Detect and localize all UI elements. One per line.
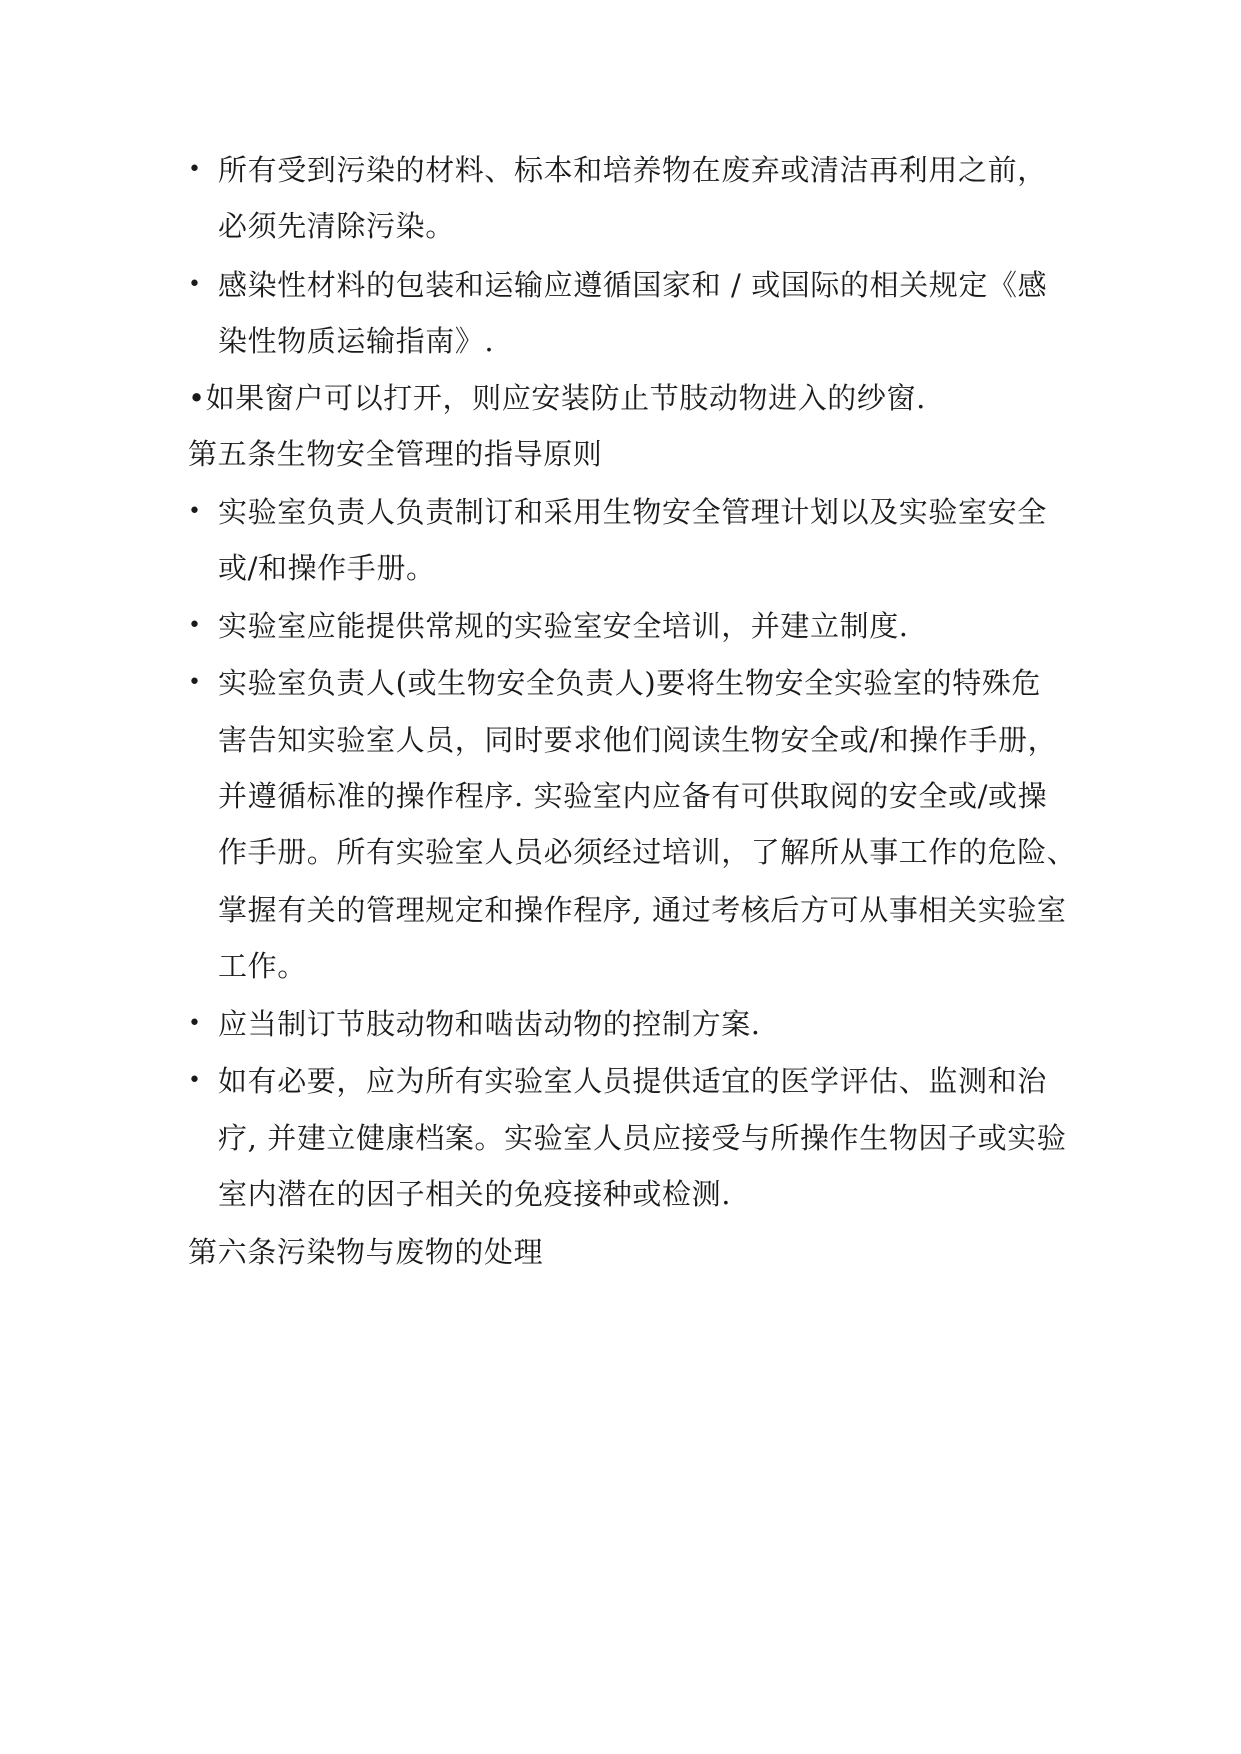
- list-item-text: 必须先清除污染。: [218, 209, 455, 243]
- list-item-text: 应当制订节肢动物和啮齿动物的控制方案.: [218, 1007, 761, 1041]
- list-item-text: 室内潜在的因子相关的免疫接种或检测.: [218, 1177, 732, 1211]
- list-bullet: •: [188, 613, 201, 638]
- list-bullet: •: [188, 1011, 201, 1036]
- list-item-text: 并遵循标准的操作程序. 实验室内应备有可供取阅的安全或/或操: [218, 779, 1048, 813]
- list-item-text: 感染性材料的包装和运输应遵循国家和 / 或国际的相关规定《感: [218, 268, 1048, 302]
- list-bullet: •: [188, 670, 201, 695]
- list-item-text: 或/和操作手册。: [218, 551, 436, 585]
- list-bullet: •: [188, 272, 201, 297]
- list-item-text: 实验室应能提供常规的实验室安全培训，并建立制度.: [218, 609, 909, 643]
- list-item-text: •如果窗户可以打开，则应安装防止节肢动物进入的纱窗.: [188, 381, 926, 415]
- section-heading: 第五条生物安全管理的指导原则: [188, 437, 603, 471]
- list-item-text: 害告知实验室人员，同时要求他们阅读生物安全或/和操作手册，: [218, 723, 1058, 757]
- list-item-text: 作手册。所有实验室人员必须经过培训，了解所从事工作的危险、: [218, 835, 1077, 869]
- list-item-text: 如有必要，应为所有实验室人员提供适宜的医学评估、监测和治: [218, 1064, 1047, 1098]
- list-bullet: •: [188, 157, 201, 182]
- list-item-text: 实验室负责人(或生物安全负责人)要将生物安全实验室的特殊危: [218, 666, 1042, 700]
- list-item-text: 染性物质运输指南》.: [218, 324, 495, 358]
- list-bullet: •: [188, 499, 201, 524]
- section-heading: 第六条污染物与废物的处理: [188, 1235, 544, 1269]
- list-item-text: 工作。: [218, 949, 307, 983]
- list-item-text: 实验室负责人负责制订和采用生物安全管理计划以及实验室安全: [218, 495, 1047, 529]
- list-item-text: 所有受到污染的材料、标本和培养物在废弃或清洁再利用之前，: [218, 153, 1047, 187]
- list-item-text: 掌握有关的管理规定和操作程序, 通过考核后方可从事相关实验室: [218, 893, 1067, 927]
- list-item-text: 疗, 并建立健康档案。实验室人员应接受与所操作生物因子或实验: [218, 1121, 1067, 1155]
- list-bullet: •: [188, 1068, 201, 1093]
